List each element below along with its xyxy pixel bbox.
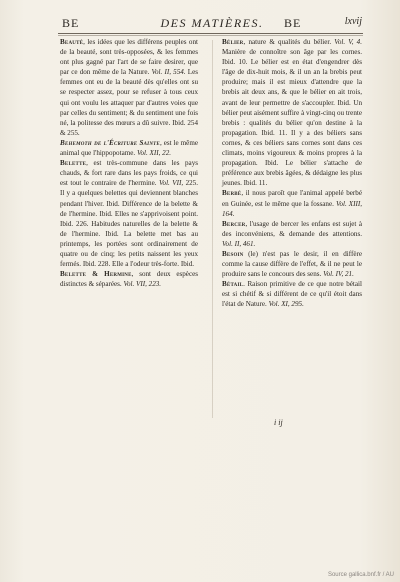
entry-ref: Vol. XI, 295. bbox=[268, 300, 304, 309]
entry-tail: Manière de connoître son âge par les cornes. Ibid. 10. Le bélier est en état d'engendrer dès l'âge de dix-huit mois, & il un an la brebis peut produire; mais il est mieux d'attendre que la brebis ait deux ans, & que le bélier en ait trois, avant de leur permettre de s'accoupler. Ibid. Un bélier peut aisément suffire à vingt-cinq ou trente brebis : qualités du bélier qu'on destine à la propagation. Ibid. 11. Il y a des béliers sans cornes, & ces béliers sans cornes sont dans ces climats, moins vigoureux & moins propres à la propagation. Ibid. Le bélier s'attache de préférence aux brebis âgées, & dédaigne les plus jeunes. Ibid. 11. bbox=[222, 48, 362, 188]
column-divider bbox=[212, 40, 213, 418]
entry-head: Beauté bbox=[60, 38, 84, 46]
source-credit: Source gallica.bnf.fr / AU bbox=[327, 572, 394, 578]
index-entry bbox=[222, 219, 362, 249]
entry-head: Belette & Hermine bbox=[60, 270, 132, 279]
entry-tail: 225. Il y a quelques belettes qui deviennent blanches pendant l'hiver. Ibid. Différence de la belette & de l'hermine. Ibid. Elles ne s'apprivoisent point. Ibid. 226. Habitudes naturelles de la belette & de l'hermine. Ibid. La belette met bas au printemps, les portées sont ordinairement de quatre ou de cinq; les petits naissent les yeux fermés. Ibid. 228. Elle a l'odeur très-forte. Ibid. bbox=[60, 179, 199, 269]
entry-ref: Vol. VII, bbox=[158, 179, 184, 188]
index-entry bbox=[60, 37, 198, 138]
entry-tail: Les femmes ont eu de la beauté dès qu'elles ont su se respecter assez, pour se refuser à tous ceux qui ont voulu les attaquer par d'autres voies que par celles du sentiment; & du sentiment une fois né, la politesse des mœurs a dû suivre. Ibid. 254 & 255. bbox=[60, 68, 198, 137]
header-rule-secondary bbox=[58, 35, 363, 36]
entry-head: Bétail bbox=[222, 280, 244, 289]
index-entry bbox=[222, 279, 362, 309]
right-column bbox=[222, 37, 362, 310]
index-entry bbox=[222, 188, 362, 218]
header-rule bbox=[58, 33, 363, 34]
header-title: DES MATIÈRES. bbox=[160, 16, 264, 30]
header-left-letters: BE bbox=[62, 16, 80, 30]
entry-head: Bercer bbox=[222, 219, 246, 228]
signature-mark: i ij bbox=[274, 418, 283, 427]
entry-head: Bélier bbox=[222, 38, 244, 46]
index-entry bbox=[60, 138, 198, 158]
entry-ref: Vol. II, 554. bbox=[151, 68, 186, 77]
entry-head: Behemoth de l'Écriture Sainte bbox=[60, 138, 160, 147]
entry-text: , l'usage de bercer les enfans est sujet à des inconvéniens, & demande des attentions. bbox=[222, 219, 362, 238]
index-entry bbox=[222, 37, 362, 188]
entry-text: , les idées que les différens peuples ont de la beauté, sont très-opposées, & les femmes ont plus gagné par l'art de se faire desirer, que par ce don même de la Nature. bbox=[60, 38, 198, 77]
running-header bbox=[62, 16, 362, 30]
entry-text: , est le même animal que l'hippopotame. bbox=[60, 138, 198, 158]
entry-text: . Raison primitive de ce que notre bétail est si chétif & si différent de ce qu'il étoit dans l'état de Nature. bbox=[222, 280, 362, 309]
entry-head: Belette bbox=[60, 159, 87, 168]
index-entry bbox=[222, 249, 362, 279]
entry-ref: Vol. VII, 223. bbox=[123, 280, 162, 289]
entry-text: , est très-commune dans les pays chauds, & fort rare dans les pays froids, ce qui est tout le contraire de l'hermine. bbox=[60, 159, 198, 188]
entry-text: , nature & qualités du bélier. bbox=[243, 38, 335, 46]
entry-ref: Vol. XIII, 164. bbox=[222, 199, 362, 218]
entry-ref: Vol. IV, 21. bbox=[323, 270, 354, 279]
page-number: lxvij bbox=[344, 16, 362, 27]
entry-ref: Vol. V, 4. bbox=[334, 38, 362, 46]
index-entry bbox=[60, 269, 198, 289]
index-entry bbox=[60, 158, 198, 269]
left-column bbox=[60, 37, 198, 289]
entry-ref: Vol. II, 461. bbox=[222, 239, 256, 248]
entry-text: (le) n'est pas le desir, il en diffère comme la cause diffère de l'effet, & il ne peut le produire sans le concours des sens. bbox=[222, 249, 362, 279]
entry-head: Besoin bbox=[222, 249, 244, 258]
entry-ref: Vol. XII, 22. bbox=[136, 149, 172, 158]
entry-text: , sont deux espèces distinctes & séparées. bbox=[60, 270, 198, 289]
entry-text: , il nous paroît que l'animal appelé berbé en Guinée, est le même que la fossane. bbox=[222, 189, 362, 208]
header-right-letters: BE bbox=[284, 16, 302, 30]
entry-head: Berbé bbox=[222, 189, 242, 198]
